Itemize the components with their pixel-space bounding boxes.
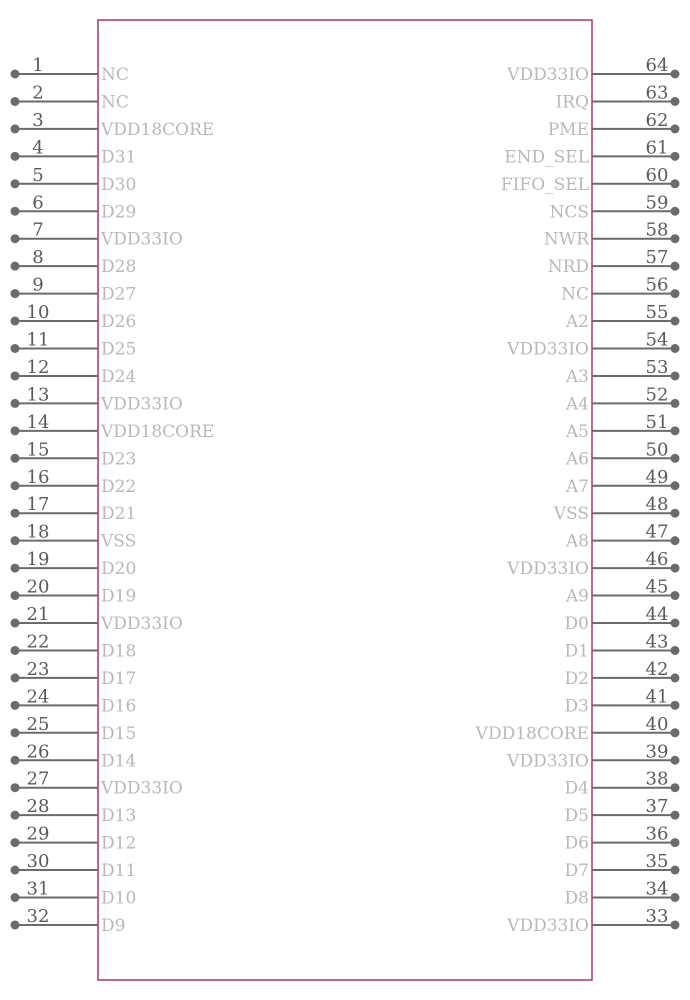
pin-endpoint-dot [11, 701, 20, 710]
pin-20 [11, 577, 137, 607]
pin-endpoint-dot [671, 426, 680, 435]
pin-55 [565, 302, 680, 332]
pin-endpoint-dot [671, 920, 680, 929]
pin-number: 33 [645, 905, 669, 927]
pin-number: 36 [645, 823, 669, 845]
pin-label: VSS [101, 531, 137, 552]
pin-label: D18 [101, 641, 137, 662]
pin-label: D31 [101, 147, 137, 168]
pin-number: 13 [26, 384, 50, 406]
pin-17 [11, 494, 137, 524]
pin-label: D26 [101, 312, 137, 333]
pin-endpoint-dot [11, 317, 20, 326]
pin-34 [565, 879, 680, 909]
pin-45 [565, 577, 680, 607]
pin-label: NWR [543, 229, 589, 250]
pin-52 [565, 384, 680, 414]
pin-endpoint-dot [11, 371, 20, 380]
pin-label: D1 [564, 641, 589, 662]
pin-number: 63 [645, 82, 669, 104]
pin-label: D9 [101, 915, 126, 936]
pin-label: NRD [547, 257, 589, 278]
pin-endpoint-dot [671, 179, 680, 188]
pin-number: 28 [26, 796, 50, 818]
pin-label: END_SEL [504, 147, 589, 168]
pin-number: 54 [645, 329, 669, 351]
pin-endpoint-dot [11, 646, 20, 655]
pin-endpoint-dot [11, 344, 20, 353]
pin-label: D3 [564, 696, 589, 717]
pin-endpoint-dot [671, 811, 680, 820]
right-pin-group [475, 55, 680, 936]
pin-label: VDD33IO [101, 229, 183, 250]
pin-number: 56 [645, 274, 669, 296]
pin-number: 26 [26, 741, 50, 763]
pin-label: VDD18CORE [101, 119, 215, 140]
pin-14 [11, 412, 215, 442]
pin-29 [11, 824, 137, 854]
pin-number: 14 [26, 411, 50, 433]
pin-endpoint-dot [671, 673, 680, 682]
pin-number: 38 [645, 768, 669, 790]
pin-endpoint-dot [11, 838, 20, 847]
pin-label: D7 [564, 861, 589, 882]
pin-endpoint-dot [671, 619, 680, 628]
pin-label: NC [101, 65, 129, 85]
pin-number: 8 [32, 247, 44, 269]
pin-label: A3 [565, 366, 589, 387]
pin-number: 20 [26, 576, 50, 598]
pin-50 [565, 439, 680, 469]
pin-label: D25 [101, 339, 137, 360]
pin-label: VDD33IO [507, 339, 589, 360]
pin-endpoint-dot [671, 317, 680, 326]
pin-endpoint-dot [671, 207, 680, 216]
pin-endpoint-dot [11, 426, 20, 435]
pin-7 [11, 220, 183, 250]
pin-44 [565, 604, 680, 634]
pin-8 [11, 247, 137, 277]
pin-endpoint-dot [671, 591, 680, 600]
pin-endpoint-dot [11, 591, 20, 600]
pin-label: VDD18CORE [101, 421, 215, 442]
pin-number: 53 [645, 356, 669, 378]
pin-63 [556, 82, 680, 112]
pin-42 [565, 659, 680, 689]
pin-37 [565, 796, 680, 826]
pin-number: 47 [645, 521, 669, 543]
pin-28 [11, 796, 137, 826]
pin-6 [11, 192, 137, 222]
pin-46 [506, 549, 679, 579]
pin-endpoint-dot [671, 509, 680, 518]
pin-number: 5 [32, 164, 44, 186]
pin-43 [565, 631, 680, 661]
pin-endpoint-dot [671, 783, 680, 792]
pin-49 [565, 467, 680, 497]
pin-label: D13 [101, 806, 137, 827]
pin-40 [475, 714, 680, 744]
pin-label: NC [561, 284, 589, 305]
pin-15 [11, 439, 137, 469]
pin-endpoint-dot [11, 152, 20, 161]
pin-endpoint-dot [11, 97, 20, 106]
pin-label: D4 [564, 778, 589, 799]
pin-number: 37 [645, 796, 669, 818]
pin-58 [544, 220, 680, 250]
pin-number: 62 [645, 109, 669, 131]
pin-endpoint-dot [11, 673, 20, 682]
pin-label: VDD33IO [101, 614, 183, 634]
pin-number: 61 [645, 137, 669, 159]
pin-number: 31 [26, 878, 50, 900]
pin-label: D0 [564, 614, 589, 634]
pin-label: D14 [101, 751, 137, 772]
pin-number: 22 [26, 631, 50, 653]
pin-endpoint-dot [671, 701, 680, 710]
pin-endpoint-dot [11, 866, 20, 875]
pin-number: 21 [26, 604, 50, 625]
pin-label: D10 [101, 888, 137, 909]
pin-number: 39 [645, 741, 669, 763]
pin-endpoint-dot [11, 564, 20, 573]
pin-endpoint-dot [11, 234, 20, 243]
pin-number: 1 [32, 55, 44, 76]
pin-endpoint-dot [11, 893, 20, 902]
pin-number: 64 [645, 55, 669, 76]
pin-label: D30 [101, 174, 137, 195]
pin-19 [11, 549, 137, 579]
pin-41 [565, 686, 680, 716]
pin-number: 2 [32, 82, 44, 104]
pin-label: D28 [101, 257, 137, 278]
left-pin-group [11, 55, 215, 936]
pin-27 [11, 769, 183, 799]
pin-endpoint-dot [11, 536, 20, 545]
pin-label: VSS [553, 504, 589, 525]
pin-30 [11, 851, 137, 881]
pin-21 [11, 604, 183, 634]
pin-label: D2 [564, 668, 589, 689]
pin-number: 51 [645, 411, 669, 433]
pin-18 [11, 522, 137, 552]
pin-number: 50 [645, 439, 669, 461]
pin-label: A6 [565, 449, 589, 470]
pin-16 [11, 467, 137, 497]
pin-endpoint-dot [671, 399, 680, 408]
pin-number: 9 [32, 274, 44, 296]
pin-23 [11, 659, 137, 689]
pin-endpoint-dot [11, 756, 20, 765]
pin-22 [11, 631, 137, 661]
pin-number: 18 [26, 521, 50, 543]
pin-number: 41 [645, 686, 669, 708]
pin-label: D16 [101, 696, 137, 717]
pin-label: D15 [101, 723, 137, 744]
pin-number: 19 [26, 549, 50, 571]
pin-number: 16 [26, 466, 50, 488]
pin-number: 52 [645, 384, 669, 406]
pin-9 [11, 275, 137, 305]
pin-endpoint-dot [671, 234, 680, 243]
pin-number: 57 [645, 247, 669, 269]
pin-label: D19 [101, 586, 137, 607]
pin-number: 11 [26, 329, 50, 351]
pin-endpoint-dot [671, 481, 680, 490]
pin-endpoint-dot [671, 371, 680, 380]
pin-64 [506, 55, 679, 85]
pin-label: A7 [565, 476, 589, 497]
pin-number: 30 [26, 851, 50, 873]
pin-endpoint-dot [671, 893, 680, 902]
pin-label: D23 [101, 449, 137, 470]
pin-endpoint-dot [11, 207, 20, 216]
pin-label: D11 [101, 861, 137, 882]
pin-number: 49 [645, 466, 669, 488]
pin-number: 17 [26, 494, 50, 516]
pin-endpoint-dot [671, 756, 680, 765]
pin-26 [11, 741, 137, 771]
pin-number: 58 [645, 219, 669, 241]
pin-label: PME [547, 119, 589, 140]
pin-number: 4 [32, 137, 44, 159]
pin-56 [561, 275, 679, 305]
pin-label: A8 [565, 531, 589, 552]
pin-label: D17 [101, 668, 137, 689]
pin-endpoint-dot [671, 344, 680, 353]
pin-32 [11, 906, 126, 936]
pin-endpoint-dot [11, 783, 20, 792]
pin-number: 35 [645, 851, 669, 873]
pin-label: NC [101, 92, 129, 113]
pin-endpoint-dot [11, 70, 20, 79]
pin-10 [11, 302, 137, 332]
pin-label: D24 [101, 366, 137, 387]
pin-1 [11, 55, 129, 85]
pin-number: 6 [32, 192, 44, 214]
pin-38 [565, 769, 680, 799]
pin-endpoint-dot [671, 124, 680, 133]
pin-number: 29 [26, 823, 50, 845]
pin-label: VDD18CORE [475, 723, 589, 744]
pin-label: D5 [564, 806, 589, 827]
pin-label: D6 [564, 833, 589, 854]
pin-59 [549, 192, 679, 222]
pin-number: 48 [645, 494, 669, 516]
pin-endpoint-dot [11, 289, 20, 298]
pin-endpoint-dot [11, 811, 20, 820]
pin-endpoint-dot [11, 509, 20, 518]
pin-31 [11, 879, 137, 909]
pin-53 [565, 357, 680, 387]
pin-endpoint-dot [11, 481, 20, 490]
pin-54 [506, 330, 679, 360]
pin-number: 27 [26, 768, 50, 790]
pin-endpoint-dot [671, 838, 680, 847]
pin-number: 12 [26, 356, 50, 378]
pin-51 [565, 412, 680, 442]
pin-endpoint-dot [671, 866, 680, 875]
pin-label: A4 [565, 394, 589, 415]
pin-number: 7 [32, 219, 44, 241]
pin-number: 59 [645, 192, 669, 214]
pin-label: D8 [564, 888, 589, 909]
pin-endpoint-dot [671, 646, 680, 655]
pin-label: A5 [565, 421, 589, 442]
pin-endpoint-dot [11, 920, 20, 929]
pin-label: D27 [101, 284, 137, 305]
pin-number: 45 [645, 576, 669, 598]
pin-number: 40 [645, 713, 669, 735]
pin-25 [11, 714, 137, 744]
pin-label: IRQ [555, 92, 589, 113]
pin-endpoint-dot [671, 152, 680, 161]
pin-60 [501, 165, 680, 195]
pin-endpoint-dot [671, 536, 680, 545]
pin-label: VDD33IO [507, 751, 589, 772]
pin-endpoint-dot [11, 124, 20, 133]
pin-endpoint-dot [11, 454, 20, 463]
pin-11 [11, 330, 137, 360]
pin-label: VDD33IO [507, 559, 589, 580]
pin-label: VDD33IO [101, 778, 183, 799]
pin-label: VDD33IO [507, 65, 589, 85]
pin-number: 44 [645, 604, 669, 625]
pin-62 [548, 110, 680, 140]
pin-endpoint-dot [671, 70, 680, 79]
pin-endpoint-dot [11, 262, 20, 271]
pin-endpoint-dot [11, 399, 20, 408]
pin-47 [565, 522, 680, 552]
pin-57 [548, 247, 680, 277]
pin-33 [506, 906, 679, 936]
pin-number: 24 [26, 686, 50, 708]
pin-label: A9 [565, 586, 589, 607]
pin-endpoint-dot [671, 454, 680, 463]
pin-number: 42 [645, 658, 669, 680]
pin-label: D21 [101, 504, 137, 525]
pin-12 [11, 357, 137, 387]
pin-endpoint-dot [671, 564, 680, 573]
pin-number: 15 [26, 439, 50, 461]
pin-2 [11, 82, 129, 112]
pin-number: 60 [645, 164, 669, 186]
pin-label: FIFO_SEL [500, 174, 589, 195]
pin-endpoint-dot [11, 728, 20, 737]
pin-label: A2 [565, 312, 589, 333]
pin-endpoint-dot [671, 289, 680, 298]
pin-5 [11, 165, 137, 195]
pin-3 [11, 110, 215, 140]
pin-number: 3 [32, 109, 44, 131]
pin-39 [506, 741, 679, 771]
pin-endpoint-dot [671, 97, 680, 106]
pin-endpoint-dot [671, 262, 680, 271]
pin-number: 25 [26, 713, 50, 735]
pin-13 [11, 384, 183, 414]
pin-label: D22 [101, 476, 137, 497]
pin-number: 46 [645, 549, 669, 571]
pin-number: 55 [645, 302, 669, 324]
pin-label: VDD33IO [507, 915, 589, 936]
pin-48 [553, 494, 680, 524]
pin-label: D20 [101, 559, 137, 580]
pin-endpoint-dot [671, 728, 680, 737]
pin-label: VDD33IO [101, 394, 183, 415]
pin-label: D29 [101, 202, 137, 223]
pin-endpoint-dot [11, 179, 20, 188]
pin-number: 34 [645, 878, 669, 900]
pin-number: 32 [26, 905, 50, 927]
pin-label: NCS [549, 202, 589, 223]
pin-number: 10 [26, 302, 50, 324]
pin-number: 23 [26, 658, 50, 680]
pin-number: 43 [645, 631, 669, 653]
pin-24 [11, 686, 137, 716]
pin-36 [565, 824, 680, 854]
pin-label: D12 [101, 833, 137, 854]
pin-35 [565, 851, 680, 881]
pin-4 [11, 137, 137, 167]
pin-endpoint-dot [11, 619, 20, 628]
